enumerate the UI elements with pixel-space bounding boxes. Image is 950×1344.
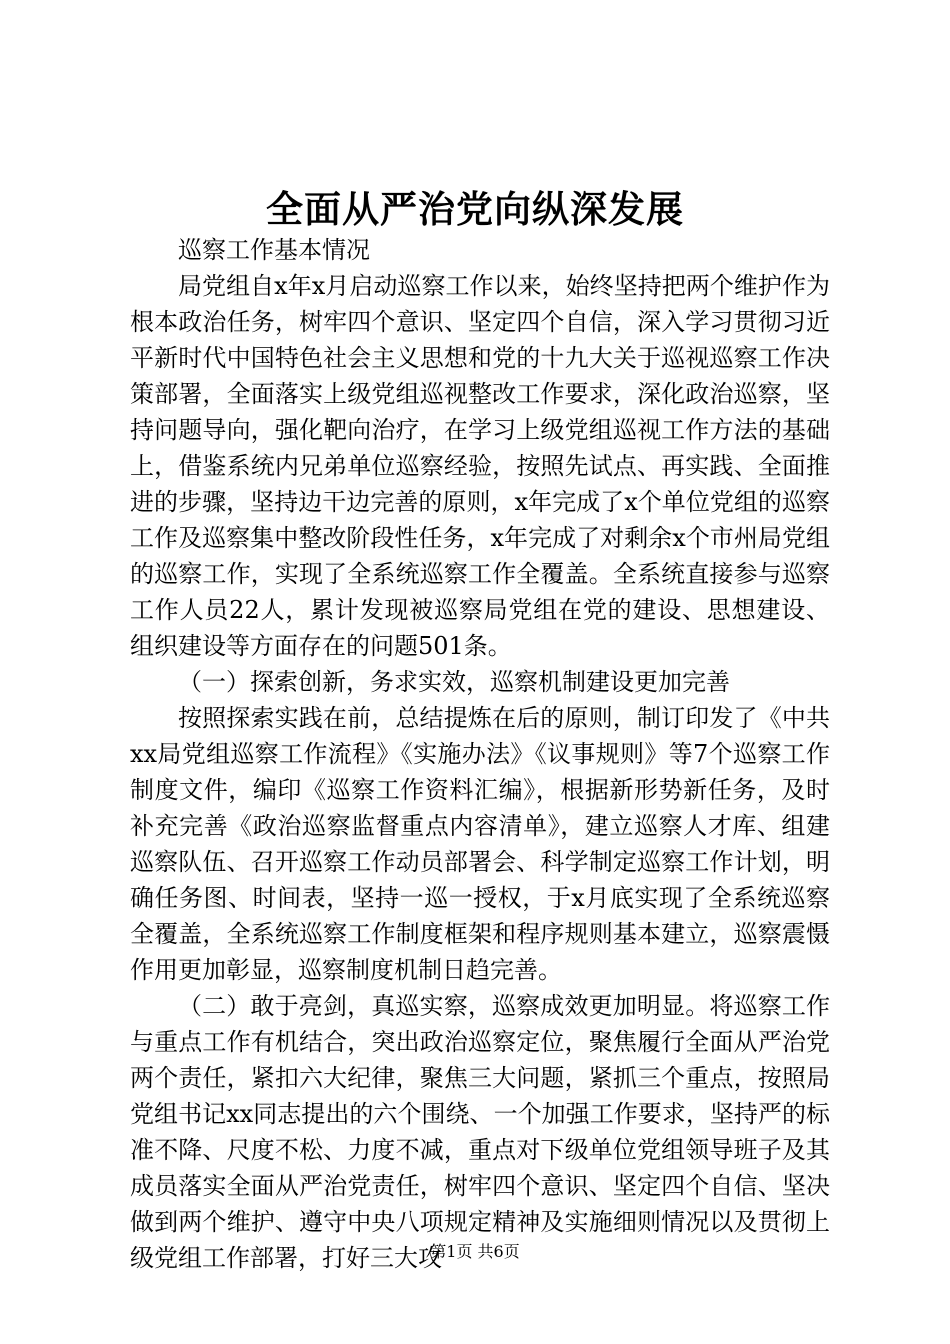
paragraph: （二）敢于亮剑，真巡实察，巡察成效更加明显。将巡察工作与重点工作有机结合，突出政治巡察定位，聚焦履行全面从严治党两个责任，紧扣六大纪律，聚焦三大问题，紧抓三个重点，按照局党组书记xx同志提出的六个围绕、一个加强工作要求，坚持严的标准不降、尺度不松、力度不减，重点对下级单位党组领导班子及其成员落实全面从严治党责任，树牢四个意识、坚定四个自信、坚决做到两个维护、遵守中央八项规定精神及实施细则情况以及贯彻上级党组工作部署，打好三大攻 [130, 992, 830, 1272]
subsection-heading: （一）探索创新，务求实效，巡察机制建设更加完善 [178, 668, 730, 696]
paragraph: 局党组自x年x月启动巡察工作以来，始终坚持把两个维护作为根本政治任务，树牢四个意识、坚定四个自信，深入学习贯彻习近平新时代中国特色社会主义思想和党的十九大关于巡视巡察工作决策部署，全面落实上级党组巡视整改工作要求，深化政治巡察，坚持问题导向，强化靶向治疗，在学习上级党组巡视工作方法的基础上，借鉴系统内兄弟单位巡察经验，按照先试点、再实践、全面推进的步骤，坚持边干边完善的原则，x年完成了x个单位党组的巡察工作及巡察集中整改阶段性任务，x年完成了对剩余x个市州局党组的巡察工作，实现了全系统巡察工作全覆盖。全系统直接参与巡察工作人员22人，累计发现被巡察局党组在党的建设、思想建设、组织建设等方面存在的问题501条。 [130, 272, 830, 660]
page-number-footer: 第1页 共6页 [430, 1242, 520, 1261]
document-body [130, 232, 830, 1276]
section-heading: 巡察工作基本情况 [178, 236, 370, 264]
paragraph: 按照探索实践在前，总结提炼在后的原则，制订印发了《中共xx局党组巡察工作流程》《实施办法》《议事规则》等7个巡察工作制度文件，编印《巡察工作资料汇编》，根据新形势新任务，及时补充完善《政治巡察监督重点内容清单》，建立巡察人才库、组建巡察队伍、召开巡察工作动员部署会、科学制定巡察工作计划，明确任务图、时间表，坚持一巡一授权，于x月底实现了全系统巡察全覆盖，全系统巡察工作制度框架和程序规则基本建立，巡察震慑作用更加彰显，巡察制度机制日趋完善。 [130, 704, 830, 984]
document-title: 全面从严治党向纵深发展 [266, 187, 684, 231]
